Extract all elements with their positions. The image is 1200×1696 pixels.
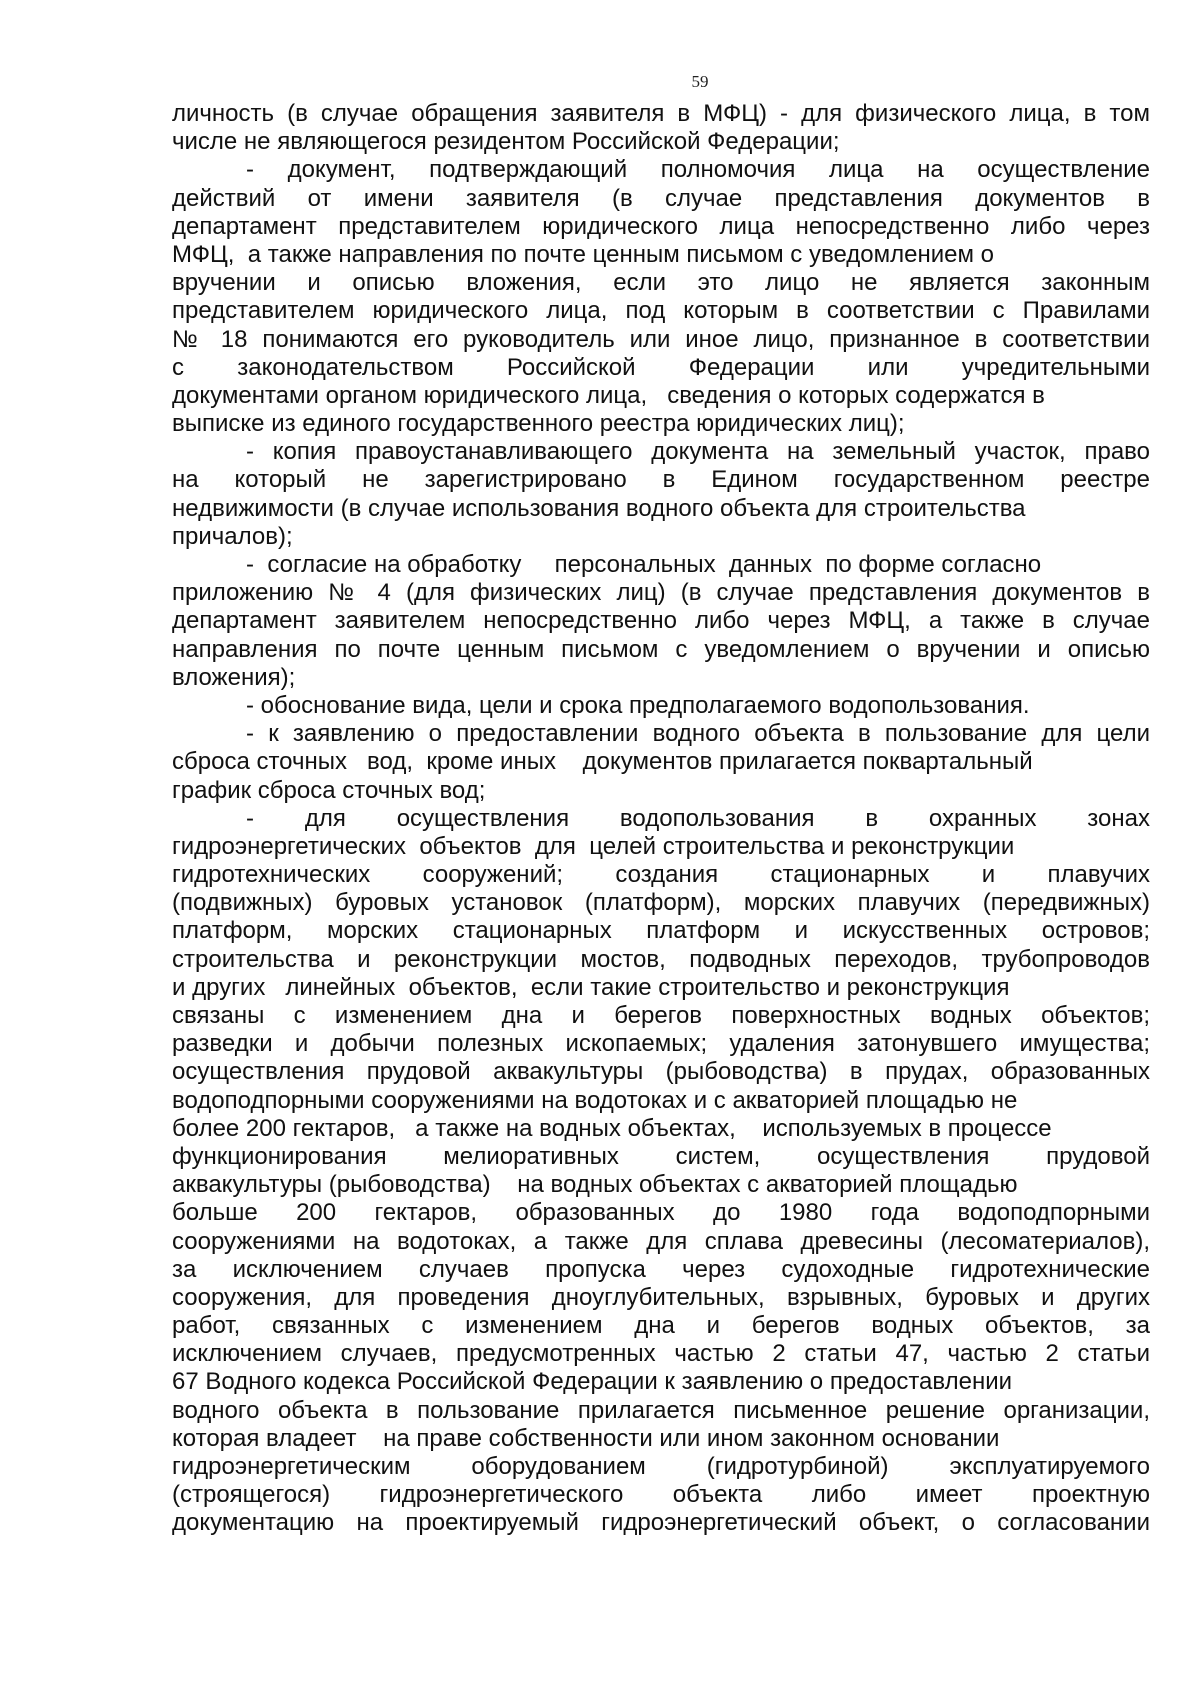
text-line: (подвижных) буровых установок (платформ), морских плавучих (передвижных) bbox=[172, 889, 1150, 917]
text-line: представителем юридического лица, под которым в соответствии с Правилами bbox=[172, 297, 1150, 325]
text-line: вручении и описью вложения, если это лицо не является законным bbox=[172, 269, 1150, 297]
text-line: которая владеет на праве собственности или ином законном основании bbox=[172, 1424, 1000, 1452]
text-line: - документ, подтверждающий полномочия лица на осуществление bbox=[246, 156, 1150, 184]
text-line: платформ, морских стационарных платформ и искусственных островов; bbox=[172, 917, 1150, 945]
text-line: личность (в случае обращения заявителя в МФЦ) - для физического лица, в том bbox=[172, 100, 1150, 127]
text-line: связаны с изменением дна и берегов поверхностных водных объектов; bbox=[172, 1002, 1150, 1029]
text-line: сброса сточных вод, кроме иных документов прилагается поквартальный bbox=[172, 748, 1033, 776]
text-line: причалов); bbox=[172, 522, 293, 550]
text-line: МФЦ, а также направления по почте ценным письмом с уведомлением о bbox=[172, 240, 994, 268]
text-line: водоподпорными сооружениями на водотоках и с акваторией площадью не bbox=[172, 1086, 1018, 1114]
page-number: 59 bbox=[691, 72, 709, 91]
text-line: разведки и добычи полезных ископаемых; удаления затонувшего имущества; bbox=[172, 1030, 1150, 1058]
text-line: недвижимости (в случае использования водного объекта для строительства bbox=[172, 494, 1026, 522]
text-line: - согласие на обработку персональных данных по форме согласно bbox=[246, 551, 1042, 578]
text-line: - для осуществления водопользования в охранных зонах bbox=[246, 804, 1150, 832]
text-line: - обоснование вида, цели и срока предполагаемого водопользования. bbox=[246, 691, 1030, 719]
text-line: аквакультуры (рыбоводства) на водных объектах с акваторией площадью bbox=[172, 1171, 1018, 1199]
text-line: числе не являющегося резидентом Российской Федерации; bbox=[172, 128, 840, 156]
text-line: действий от имени заявителя (в случае представления документов в bbox=[172, 184, 1150, 212]
text-line: № 18 понимаются его руководитель или иное лицо, признанное в соответствии bbox=[172, 325, 1150, 353]
body-text bbox=[172, 100, 1150, 1538]
text-line: приложению № 4 (для физических лиц) (в случае представления документов в bbox=[172, 579, 1150, 607]
text-line: 67 Водного кодекса Российской Федерации к заявлению о предоставлении bbox=[172, 1368, 1013, 1396]
text-line: (строящегося) гидроэнергетического объекта либо имеет проектную bbox=[172, 1481, 1150, 1509]
text-line: гидротехнических сооружений; создания стационарных и плавучих bbox=[172, 861, 1150, 889]
text-line: сооружениями на водотоках, а также для сплава древесины (лесоматериалов), bbox=[172, 1227, 1150, 1255]
text-line: график сброса сточных вод; bbox=[172, 776, 486, 804]
text-line: документацию на проектируемый гидроэнергетический объект, о согласовании bbox=[172, 1509, 1150, 1537]
text-line: с законодательством Российской Федерации или учредительными bbox=[172, 353, 1150, 381]
text-line: выписке из единого государственного реестра юридических лиц); bbox=[172, 410, 905, 438]
text-line: функционирования мелиоративных систем, осуществления прудовой bbox=[172, 1142, 1150, 1170]
text-line: департамент заявителем непосредственно либо через МФЦ, а также в случае bbox=[172, 607, 1150, 635]
text-line: водного объекта в пользование прилагается письменное решение организации, bbox=[172, 1396, 1150, 1424]
text-line: - к заявлению о предоставлении водного объекта в пользование для цели bbox=[246, 720, 1150, 748]
text-line: вложения); bbox=[172, 663, 296, 691]
text-line: на который не зарегистрировано в Едином государственном реестре bbox=[172, 466, 1150, 494]
text-line: работ, связанных с изменением дна и берегов водных объектов, за bbox=[172, 1312, 1150, 1340]
text-line: осуществления прудовой аквакультуры (рыбоводства) в прудах, образованных bbox=[172, 1058, 1150, 1086]
text-line: гидроэнергетическим оборудованием (гидротурбиной) эксплуатируемого bbox=[172, 1453, 1150, 1480]
text-line: документами органом юридического лица, сведения о которых содержатся в bbox=[172, 381, 1045, 409]
text-line: исключением случаев, предусмотренных частью 2 статьи 47, частью 2 статьи bbox=[172, 1340, 1150, 1368]
text-line: за исключением случаев пропуска через судоходные гидротехнические bbox=[172, 1255, 1150, 1283]
text-line: сооружения, для проведения дноуглубительных, взрывных, буровых и других bbox=[172, 1283, 1150, 1311]
text-line: департамент представителем юридического лица непосредственно либо через bbox=[172, 212, 1150, 240]
text-line: - копия правоустанавливающего документа на земельный участок, право bbox=[246, 438, 1150, 466]
text-line: больше 200 гектаров, образованных до 1980 года водоподпорными bbox=[172, 1199, 1150, 1227]
text-line: направления по почте ценным письмом с уведомлением о вручении и описью bbox=[172, 635, 1150, 663]
text-line: и других линейных объектов, если такие строительство и реконструкция bbox=[172, 973, 1010, 1001]
text-line: гидроэнергетических объектов для целей строительства и реконструкции bbox=[172, 832, 1015, 860]
text-line: более 200 гектаров, а также на водных объектах, используемых в процессе bbox=[172, 1114, 1052, 1142]
text-line: строительства и реконструкции мостов, подводных переходов, трубопроводов bbox=[172, 945, 1150, 973]
